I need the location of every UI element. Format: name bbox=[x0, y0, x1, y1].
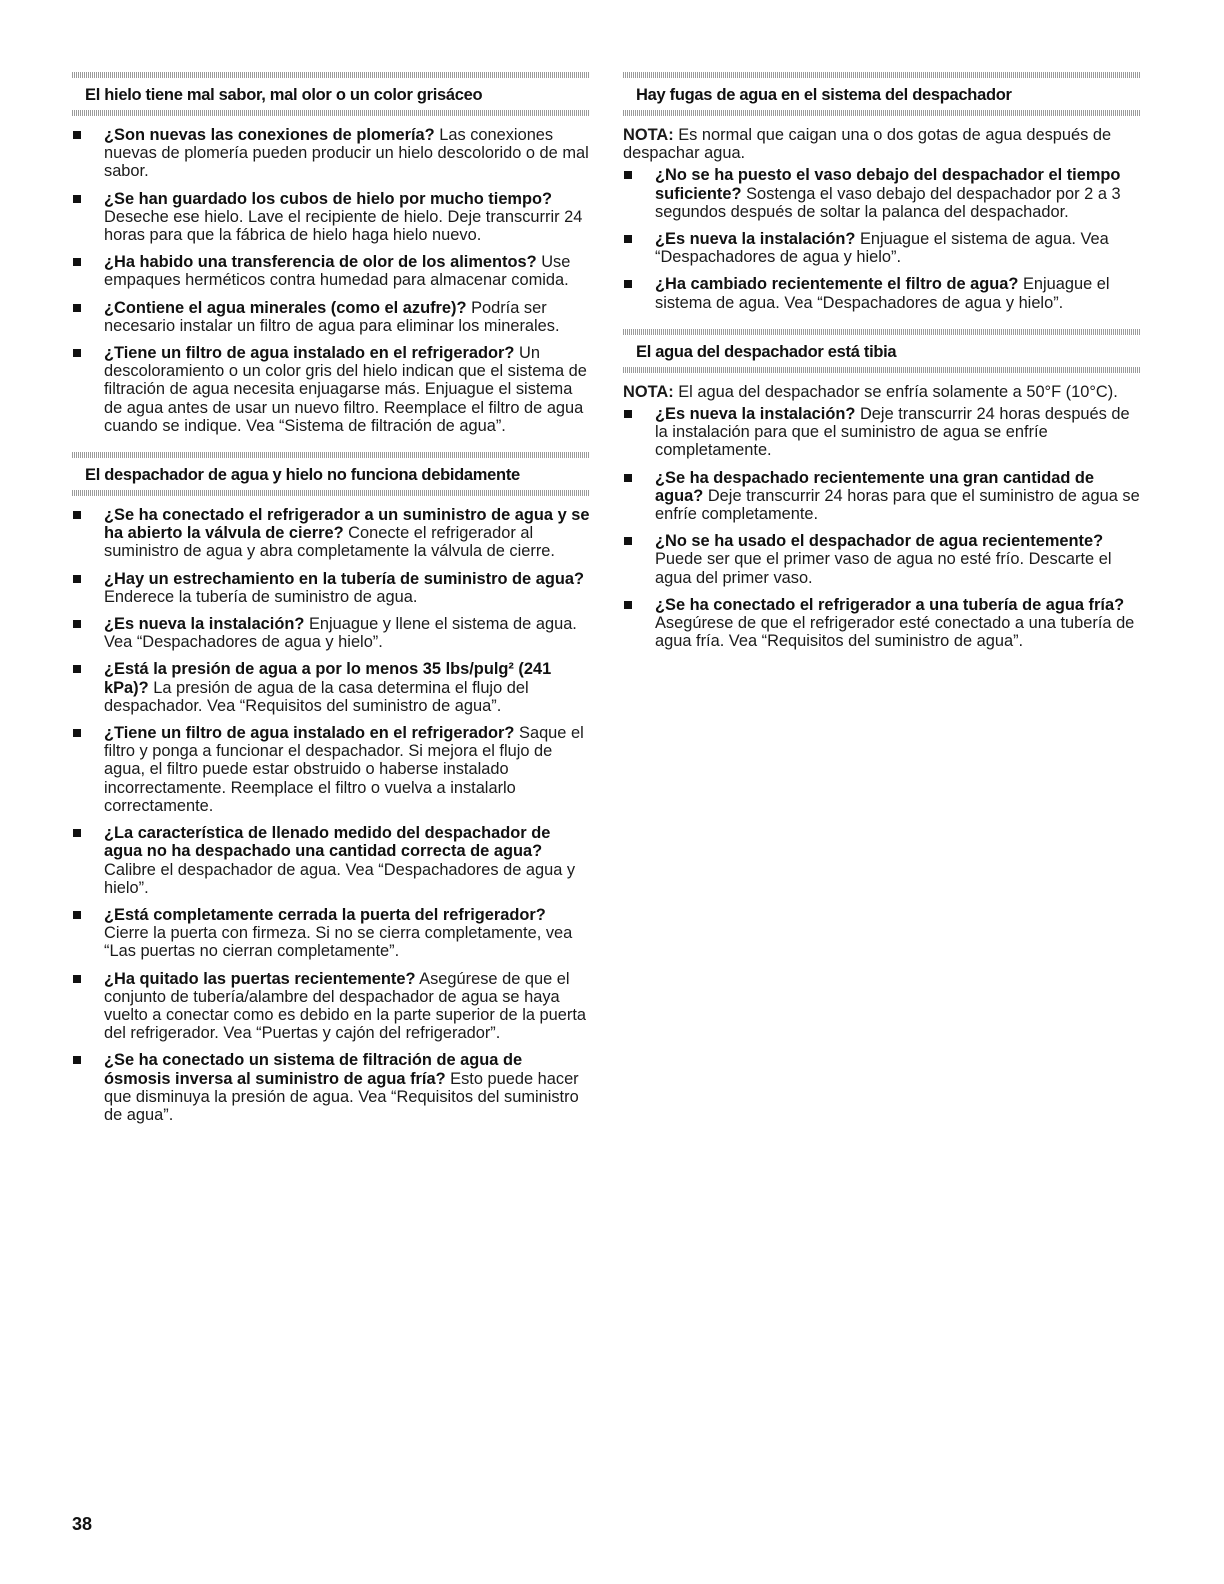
item-question: ¿Contiene el agua minerales (como el azufre)? bbox=[104, 298, 467, 317]
bullet-icon bbox=[73, 349, 81, 357]
item-question: ¿Se han guardado los cubos de hielo por mucho tiempo? bbox=[104, 189, 553, 208]
bullet-icon bbox=[624, 474, 632, 482]
left-column bbox=[72, 72, 590, 1133]
bullet-icon bbox=[624, 537, 632, 545]
bullet-icon bbox=[73, 975, 81, 983]
item-question: ¿Se ha conectado un sistema de filtración de agua de ósmosis inversa al suministro de agua fría? bbox=[104, 1051, 523, 1088]
item-question: ¿Hay un estrechamiento en la tubería de suministro de agua? bbox=[104, 569, 584, 588]
section-header bbox=[72, 452, 590, 496]
bullet-icon bbox=[73, 620, 81, 628]
list-item bbox=[72, 615, 590, 651]
list-item bbox=[623, 596, 1141, 651]
item-question: ¿Es nueva la instalación? bbox=[655, 405, 856, 424]
item-question: ¿Se ha conectado el refrigerador a un suministro de agua y se ha abierto la válvula de cierre? bbox=[104, 506, 590, 543]
note bbox=[623, 383, 1141, 401]
item-question: ¿No se ha puesto el vaso debajo del despachador el tiempo suficiente? bbox=[655, 166, 1121, 203]
bullet-icon bbox=[73, 729, 81, 737]
list-item bbox=[72, 126, 590, 181]
item-answer: Asegúrese de que el refrigerador esté conectado a una tubería de agua fría. Vea “Requisitos del suministro de agua”. bbox=[655, 614, 1135, 651]
list-item bbox=[623, 166, 1141, 221]
item-answer: Deje transcurrir 24 horas para que el suministro de agua se enfríe completamente. bbox=[655, 486, 1140, 524]
section-title: El despachador de agua y hielo no funciona debidamente bbox=[85, 466, 520, 485]
item-answer: Conecte el refrigerador al suministro de agua y abra completamente la válvula de cierre. bbox=[104, 524, 555, 561]
item-answer: Deje transcurrir 24 horas después de la instalación para que el suministro de agua se enfríe completamente. bbox=[655, 405, 1130, 460]
list-item bbox=[72, 824, 590, 897]
bullet-icon bbox=[624, 280, 632, 288]
section-header bbox=[623, 329, 1141, 373]
item-question: ¿Se ha conectado el refrigerador a una tubería de agua fría? bbox=[655, 595, 1125, 614]
bullet-icon bbox=[73, 258, 81, 266]
bullet-icon bbox=[73, 1056, 81, 1064]
item-answer: Enderece la tubería de suministro de agua. bbox=[104, 587, 418, 606]
item-question: ¿Está la presión de agua a por lo menos 35 lbs/pulg² (241 kPa)? bbox=[104, 660, 552, 697]
note-label: NOTA: bbox=[623, 382, 674, 401]
list-item bbox=[623, 532, 1141, 587]
list-item bbox=[72, 1051, 590, 1124]
item-question: ¿Está completamente cerrada la puerta del refrigerador? bbox=[104, 905, 546, 924]
bullet-icon bbox=[73, 911, 81, 919]
item-answer: Calibre el despachador de agua. Vea “Despachadores de agua y hielo”. bbox=[104, 860, 576, 897]
list-item bbox=[72, 299, 590, 335]
list-item bbox=[72, 253, 590, 289]
item-answer: Un descoloramiento o un color gris del hielo indican que el sistema de filtración de agua necesita enjuagarse más. Enjuague el sistema de agua antes de usar un nuevo filtro. Reemplace el filtro de agua cuando se indique. Vea “Sistema de filtración de agua”. bbox=[104, 344, 587, 435]
note-label: NOTA: bbox=[623, 126, 674, 144]
item-question: ¿Tiene un filtro de agua instalado en el refrigerador? bbox=[104, 344, 515, 363]
item-answer: Cierre la puerta con firmeza. Si no se cierra completamente, vea “Las puertas no cierran completamente”. bbox=[104, 924, 573, 961]
item-answer: Podría ser necesario instalar un filtro de agua para eliminar los minerales. bbox=[104, 298, 560, 335]
item-answer: Sostenga el vaso debajo del despachador por 2 a 3 segundos después de soltar la palanca del despachador. bbox=[655, 184, 1121, 221]
list-item bbox=[623, 230, 1141, 266]
bullet-icon bbox=[624, 601, 632, 609]
section-title: El agua del despachador está tibia bbox=[636, 342, 897, 361]
list-item bbox=[72, 906, 590, 961]
bullet-icon bbox=[73, 575, 81, 583]
list-item bbox=[72, 970, 590, 1043]
item-question: ¿Tiene un filtro de agua instalado en el refrigerador? bbox=[104, 724, 515, 743]
header-rule-bottom bbox=[72, 490, 590, 496]
note-text: Es normal que caigan una o dos gotas de agua después de despachar agua. bbox=[623, 126, 1112, 163]
item-answer: Enjuague el sistema de agua. Vea “Despachadores de agua y hielo”. bbox=[655, 230, 1109, 267]
right-column bbox=[623, 72, 1141, 659]
page-number: 38 bbox=[72, 1514, 93, 1534]
item-question: ¿Ha cambiado recientemente el filtro de agua? bbox=[655, 275, 1019, 294]
bullet-icon bbox=[624, 235, 632, 243]
bullet-icon bbox=[624, 410, 632, 418]
list-item bbox=[72, 570, 590, 606]
item-question: ¿No se ha usado el despachador de agua recientemente? bbox=[655, 532, 1104, 551]
item-question: ¿Es nueva la instalación? bbox=[655, 230, 856, 249]
header-rule-bottom bbox=[623, 367, 1141, 373]
section-header bbox=[72, 72, 590, 116]
item-answer: Saque el filtro y ponga a funcionar el despachador. Si mejora el flujo de agua, el filtro puede estar obstruido o haberse instalado incorrectamente. Reemplace el filtro o vuelva a instalarlo correctamente. bbox=[104, 724, 584, 815]
item-list bbox=[72, 506, 590, 1124]
item-question: ¿Son nuevas las conexiones de plomería? bbox=[104, 126, 435, 144]
section-title: Hay fugas de agua en el sistema del despachador bbox=[636, 86, 1012, 104]
item-answer: Puede ser que el primer vaso de agua no esté frío. Descarte el agua del primer vaso. bbox=[655, 550, 1112, 587]
note-text: El agua del despachador se enfría solamente a 50°F (10°C). bbox=[678, 382, 1118, 401]
item-question: ¿Se ha despachado recientemente una gran cantidad de agua? bbox=[655, 468, 1095, 505]
bullet-icon bbox=[73, 304, 81, 312]
item-list bbox=[623, 166, 1141, 311]
item-answer: Enjuague el sistema de agua. Vea “Despachadores de agua y hielo”. bbox=[655, 275, 1110, 312]
list-item bbox=[623, 275, 1141, 311]
item-answer: Las conexiones nuevas de plomería pueden producir un hielo descolorido o de mal sabor. bbox=[104, 126, 589, 181]
bullet-icon bbox=[73, 829, 81, 837]
bullet-icon bbox=[73, 511, 81, 519]
item-answer: Esto puede hacer que disminuya la presión de agua. Vea “Requisitos del suministro de agua”. bbox=[104, 1069, 579, 1124]
list-item bbox=[72, 344, 590, 435]
bullet-icon bbox=[624, 171, 632, 179]
item-answer: La presión de agua de la casa determina el flujo del despachador. Vea “Requisitos del suministro de agua”. bbox=[104, 678, 529, 715]
bullet-icon bbox=[73, 131, 81, 139]
note bbox=[623, 126, 1141, 162]
item-question: ¿Ha quitado las puertas recientemente? bbox=[104, 969, 416, 988]
item-question: ¿Es nueva la instalación? bbox=[104, 615, 305, 634]
bullet-icon bbox=[73, 195, 81, 203]
section-header bbox=[623, 72, 1141, 116]
bullet-icon bbox=[73, 665, 81, 673]
list-item bbox=[72, 190, 590, 245]
list-item bbox=[623, 405, 1141, 460]
item-list bbox=[72, 126, 590, 435]
section-title: El hielo tiene mal sabor, mal olor o un color grisáceo bbox=[85, 86, 483, 104]
list-item bbox=[623, 469, 1141, 524]
header-rule-bottom bbox=[623, 110, 1141, 116]
list-item bbox=[72, 506, 590, 561]
item-answer: Deseche ese hielo. Lave el recipiente de hielo. Deje transcurrir 24 horas para que la fábrica de hielo haga hielo nuevo. bbox=[104, 207, 583, 245]
item-answer: Asegúrese de que el conjunto de tubería/alambre del despachador de agua se haya vuelto a conectar como es debido en la parte superior de la puerta del refrigerador. Vea “Puertas y cajón del refrigerador”. bbox=[104, 969, 587, 1043]
list-item bbox=[72, 660, 590, 715]
item-answer: Use empaques herméticos contra humedad para almacenar comida. bbox=[104, 253, 571, 290]
item-question: ¿Ha habido una transferencia de olor de los alimentos? bbox=[104, 253, 537, 272]
list-item bbox=[72, 724, 590, 815]
item-question: ¿La característica de llenado medido del despachador de agua no ha despachado una cantidad correcta de agua? bbox=[104, 824, 551, 861]
header-rule-bottom bbox=[72, 110, 590, 116]
item-list bbox=[623, 405, 1141, 650]
item-answer: Enjuague y llene el sistema de agua. Vea “Despachadores de agua y hielo”. bbox=[104, 615, 577, 652]
